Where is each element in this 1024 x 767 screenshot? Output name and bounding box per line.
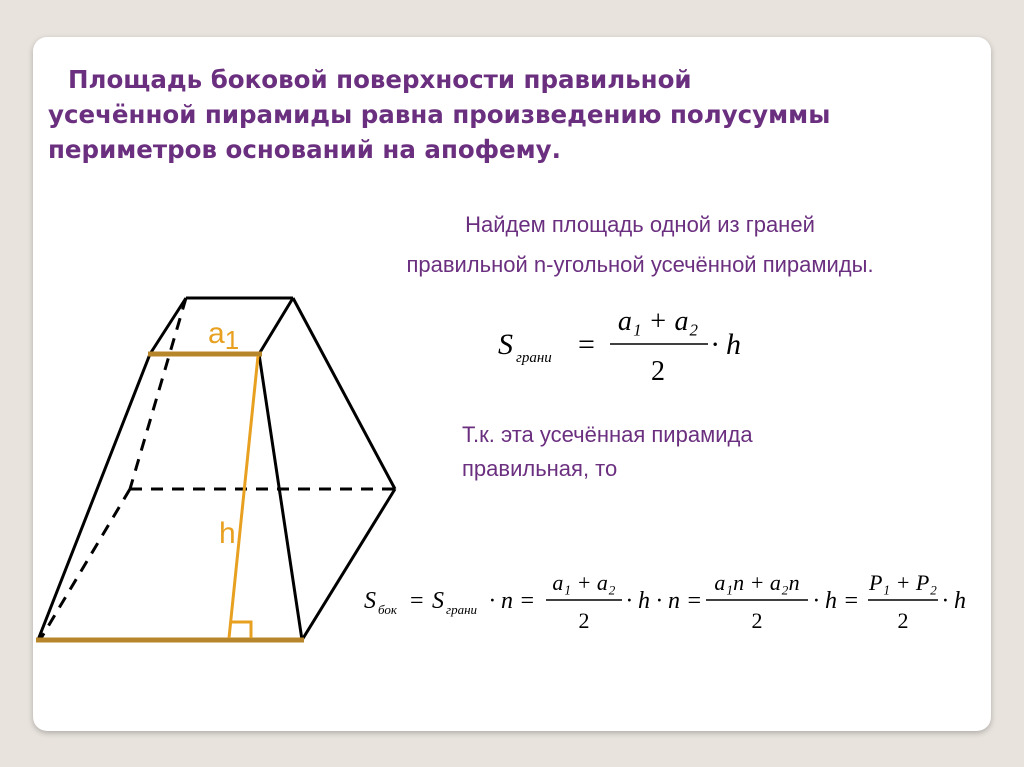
f2-eq1: = — [410, 588, 424, 614]
f1-S-sub: грани — [516, 350, 552, 366]
f2-S2-sub: грани — [446, 602, 478, 617]
f1-numerator: a₁ + a₂ — [617, 306, 699, 337]
f1-eq: = — [578, 328, 595, 361]
f2-frac1-den: 2 — [578, 608, 590, 633]
note-line-2: правильная, то — [462, 456, 618, 481]
hidden-left-base-edge — [40, 489, 130, 640]
intro-line-2: правильной n-угольной усечённой пирамиды. — [406, 252, 874, 277]
f2-S-sub: бок — [378, 602, 397, 617]
f2-frac2-num: a₁n + a₂n — [714, 570, 800, 595]
lateral-area-formula — [364, 568, 984, 638]
f2-mid1: · h · n = — [626, 588, 703, 614]
intro-line-1: Найдем площадь одной из граней — [465, 212, 815, 237]
heading-line-3: периметров оснований на апофему. — [48, 135, 561, 164]
f2-S: S — [364, 588, 376, 614]
right-angle-marker — [231, 622, 251, 638]
label-h: h — [219, 517, 236, 550]
f2-mul-n: · n = — [489, 588, 536, 614]
f2-frac1-num: a₁ + a₂ — [552, 570, 616, 595]
f2-tail: · h — [942, 588, 966, 614]
f1-denominator: 2 — [651, 356, 665, 387]
front-right-edge — [259, 354, 302, 640]
top-left-edge — [150, 298, 186, 354]
f2-frac2-den: 2 — [751, 608, 763, 633]
top-right-edge — [259, 298, 293, 354]
face-area-formula — [498, 300, 758, 390]
label-a1: a1 — [208, 317, 240, 355]
back-right-edge — [293, 298, 395, 489]
hidden-back-left-edge — [130, 298, 186, 489]
f1-tail: · h — [711, 328, 741, 361]
apothem-line — [229, 356, 258, 638]
f2-mid2: · h = — [813, 588, 860, 614]
f2-S2: S — [432, 588, 444, 614]
heading-line-2: усечённой пирамиды равна произведению полусуммы — [48, 100, 831, 129]
note-line-1: Т.к. эта усечённая пирамида — [462, 422, 753, 447]
f2-frac3-num: P₁ + P₂ — [868, 570, 938, 595]
f1-S: S — [498, 328, 513, 361]
front-left-edge — [38, 354, 150, 640]
heading-line-1: Площадь боковой поверхности правильной — [68, 65, 692, 94]
f2-frac3-den: 2 — [897, 608, 909, 633]
